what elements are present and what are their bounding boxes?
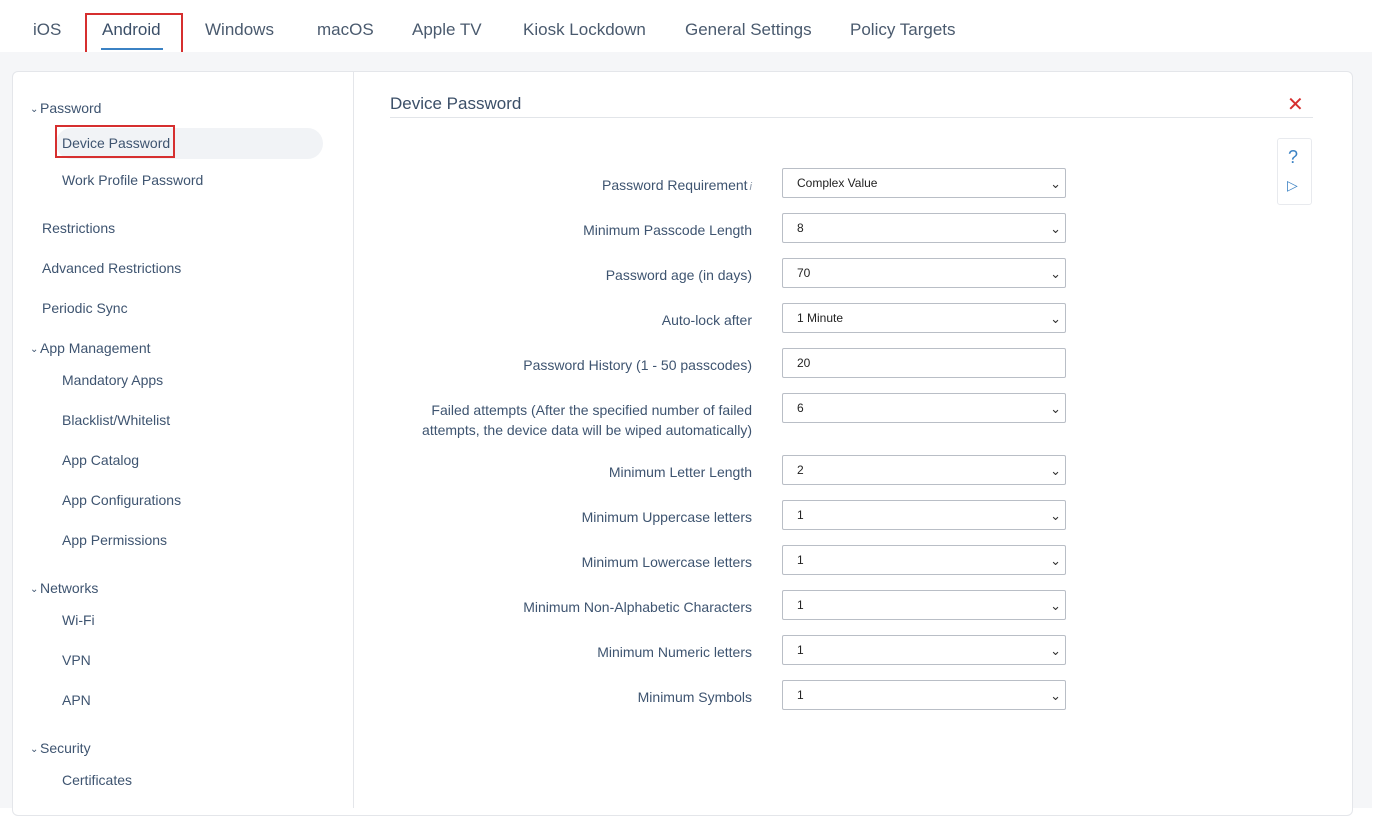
- chevron-down-icon: ⌄: [1050, 463, 1061, 478]
- tab-kiosk-lockdown[interactable]: Kiosk Lockdown: [523, 20, 646, 39]
- chevron-down-icon: ⌄: [1050, 266, 1061, 281]
- min-numeric-select[interactable]: 1 ⌄: [782, 635, 1066, 665]
- tab-general-settings[interactable]: General Settings: [685, 20, 812, 39]
- min-symbols-select[interactable]: 1 ⌄: [782, 680, 1066, 710]
- panel-divider: [390, 117, 1313, 118]
- min-uppercase-label: Minimum Uppercase letters: [581, 509, 752, 525]
- sidebar-group-networks[interactable]: ⌄ Networks: [30, 580, 99, 596]
- platform-tabs: [0, 0, 1372, 52]
- panel-title: Device Password: [390, 94, 522, 113]
- sidebar-item-advanced-restrictions[interactable]: Advanced Restrictions: [42, 260, 182, 276]
- min-symbols-label: Minimum Symbols: [637, 689, 752, 705]
- chevron-down-icon: ⌄: [1050, 643, 1061, 658]
- min-letter-length-select[interactable]: 2 ⌄: [782, 455, 1066, 485]
- sidebar-divider: [12, 71, 354, 808]
- chevron-down-icon: ⌄: [1050, 553, 1061, 568]
- tab-windows[interactable]: Windows: [205, 20, 274, 39]
- sidebar-item-mandatory-apps[interactable]: Mandatory Apps: [62, 372, 164, 388]
- sidebar-item-vpn[interactable]: VPN: [62, 652, 91, 668]
- password-history-input[interactable]: 20: [782, 348, 1066, 378]
- sidebar-item-blacklist-whitelist[interactable]: Blacklist/Whitelist: [62, 412, 171, 428]
- password-age-label: Password age (in days): [605, 267, 752, 283]
- min-uppercase-select[interactable]: 1 ⌄: [782, 500, 1066, 530]
- sidebar-item-certificates[interactable]: Certificates: [62, 772, 133, 788]
- tab-ios[interactable]: iOS: [33, 20, 62, 39]
- sidebar-group-password[interactable]: ⌄ Password: [30, 100, 102, 116]
- chevron-down-icon: ⌄: [30, 744, 39, 755]
- password-age-select[interactable]: 70 ⌄: [782, 258, 1066, 288]
- password-requirement-label: Password Requirement i: [602, 177, 752, 193]
- tab-apple-tv[interactable]: Apple TV: [412, 20, 482, 39]
- min-lowercase-select[interactable]: 1 ⌄: [782, 545, 1066, 575]
- chevron-down-icon: ⌄: [1050, 401, 1061, 416]
- min-non-alpha-label: Minimum Non-Alphabetic Characters: [523, 599, 752, 615]
- chevron-down-icon: ⌄: [1050, 688, 1061, 703]
- sidebar-item-apn[interactable]: APN: [62, 692, 91, 708]
- info-icon[interactable]: i: [749, 181, 752, 193]
- chevron-down-icon: ⌄: [30, 104, 39, 115]
- chevron-down-icon: ⌄: [30, 584, 39, 595]
- sidebar-item-device-password[interactable]: Device Password: [62, 135, 171, 151]
- chevron-down-icon: ⌄: [1050, 598, 1061, 613]
- min-passcode-length-label: Minimum Passcode Length: [583, 222, 752, 238]
- chevron-down-icon: ⌄: [1050, 508, 1061, 523]
- close-icon[interactable]: ✕: [1287, 94, 1304, 116]
- tab-android[interactable]: Android: [102, 20, 161, 39]
- help-icon[interactable]: ?: [1288, 147, 1299, 167]
- failed-attempts-select[interactable]: 6 ⌄: [782, 393, 1066, 423]
- min-numeric-label: Minimum Numeric letters: [597, 644, 752, 660]
- min-passcode-length-select[interactable]: 8 ⌄: [782, 213, 1066, 243]
- sidebar-item-app-configurations[interactable]: App Configurations: [62, 492, 182, 508]
- sidebar-item-restrictions[interactable]: Restrictions: [42, 220, 116, 236]
- sidebar-group-security[interactable]: ⌄ Security: [30, 740, 91, 756]
- sidebar-group-app-management[interactable]: ⌄ App Management: [30, 340, 151, 356]
- min-lowercase-label: Minimum Lowercase letters: [581, 554, 752, 570]
- chevron-down-icon: ⌄: [1050, 311, 1061, 326]
- chevron-down-icon: ⌄: [1050, 176, 1061, 191]
- play-icon[interactable]: ▷: [1287, 177, 1298, 193]
- sidebar-item-wifi[interactable]: Wi-Fi: [62, 612, 95, 628]
- sidebar-item-periodic-sync[interactable]: Periodic Sync: [42, 300, 128, 316]
- failed-attempts-label: Failed attempts (After the specified number of failed attempts, the device data will be wiped automatically): [422, 402, 752, 438]
- sidebar-item-app-permissions[interactable]: App Permissions: [62, 532, 168, 548]
- chevron-down-icon: ⌄: [30, 344, 39, 355]
- password-requirement-select[interactable]: Complex Value ⌄: [782, 168, 1066, 198]
- auto-lock-label: Auto-lock after: [661, 312, 752, 328]
- min-non-alpha-select[interactable]: 1 ⌄: [782, 590, 1066, 620]
- password-history-label: Password History (1 - 50 passcodes): [523, 357, 752, 373]
- sidebar-item-app-catalog[interactable]: App Catalog: [62, 452, 140, 468]
- tab-policy-targets[interactable]: Policy Targets: [850, 20, 956, 39]
- min-letter-length-label: Minimum Letter Length: [608, 464, 752, 480]
- auto-lock-select[interactable]: 1 Minute ⌄: [782, 303, 1066, 333]
- chevron-down-icon: ⌄: [1050, 221, 1061, 236]
- sidebar-item-work-profile-password[interactable]: Work Profile Password: [62, 172, 204, 188]
- tab-macos[interactable]: macOS: [317, 20, 374, 39]
